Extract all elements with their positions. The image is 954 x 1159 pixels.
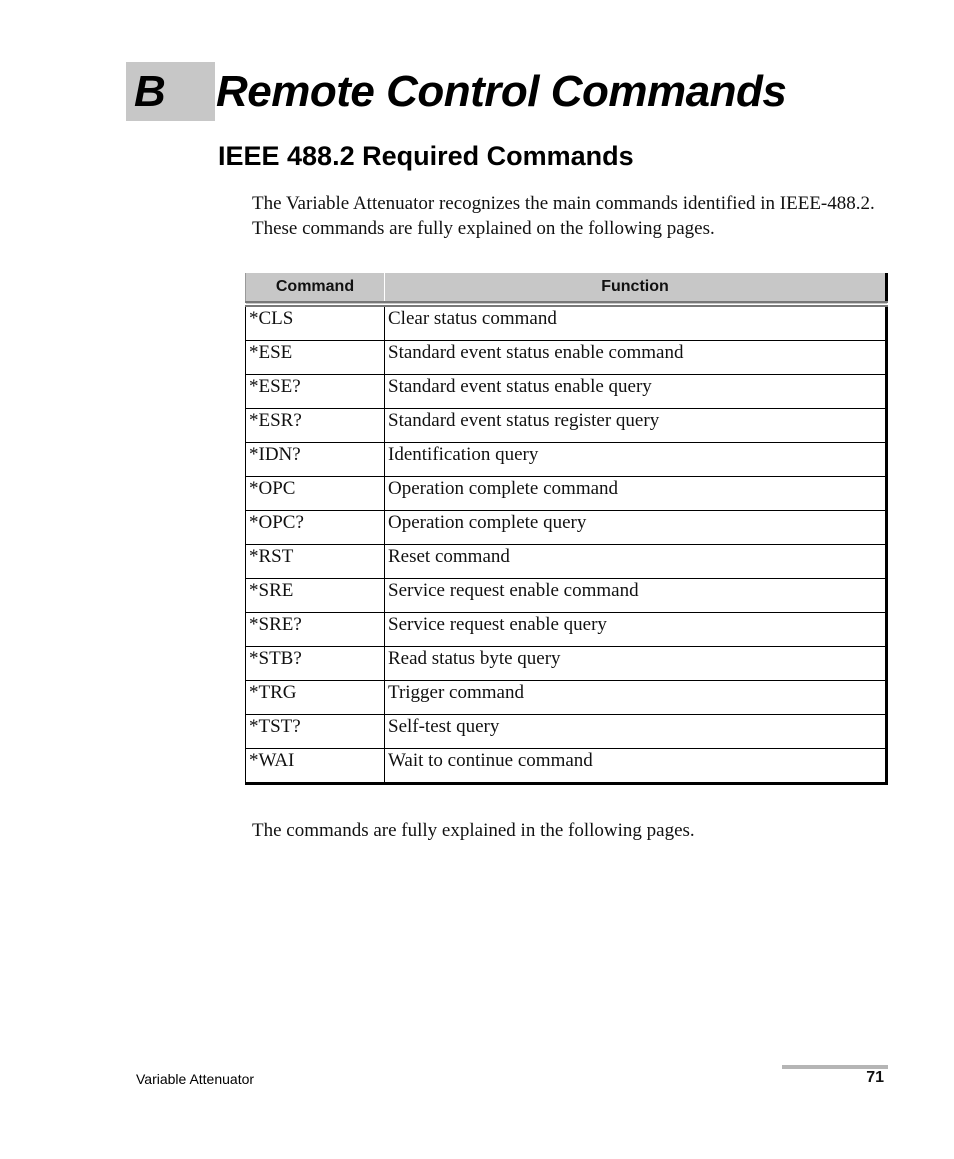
table-row bbox=[246, 749, 887, 784]
table-row bbox=[246, 511, 887, 545]
table-row bbox=[246, 579, 887, 613]
table-row bbox=[246, 715, 887, 749]
function-cell: Service request enable query bbox=[385, 613, 887, 647]
table-row bbox=[246, 545, 887, 579]
table-row bbox=[246, 341, 887, 375]
command-cell: *TRG bbox=[246, 681, 385, 715]
table-row bbox=[246, 647, 887, 681]
command-cell: *STB? bbox=[246, 647, 385, 681]
footer-page-number: 71 bbox=[866, 1069, 884, 1086]
function-cell: Standard event status enable command bbox=[385, 341, 887, 375]
table-row bbox=[246, 304, 887, 341]
footer-product-name: Variable Attenuator bbox=[136, 1071, 255, 1087]
intro-paragraph: The Variable Attenuator recognizes the main commands identified in IEEE-488.2. These commands are fully explained on the following pages. bbox=[252, 193, 875, 239]
chapter-letter: B bbox=[134, 67, 166, 116]
function-cell: Wait to continue command bbox=[385, 749, 887, 784]
command-cell: *CLS bbox=[246, 304, 385, 341]
function-cell: Operation complete query bbox=[385, 511, 887, 545]
command-cell: *RST bbox=[246, 545, 385, 579]
table-row bbox=[246, 375, 887, 409]
command-cell: *ESE bbox=[246, 341, 385, 375]
function-cell: Read status byte query bbox=[385, 647, 887, 681]
command-cell: *WAI bbox=[246, 749, 385, 784]
function-cell: Standard event status enable query bbox=[385, 375, 887, 409]
command-cell: *ESR? bbox=[246, 409, 385, 443]
function-cell: Service request enable command bbox=[385, 579, 887, 613]
command-cell: *ESE? bbox=[246, 375, 385, 409]
commands-table bbox=[245, 273, 888, 785]
commands-table-body bbox=[246, 304, 887, 784]
command-cell: *TST? bbox=[246, 715, 385, 749]
function-cell: Self-test query bbox=[385, 715, 887, 749]
function-cell: Clear status command bbox=[385, 304, 887, 341]
command-cell: *SRE? bbox=[246, 613, 385, 647]
table-header-row bbox=[246, 273, 887, 304]
command-cell: *OPC? bbox=[246, 511, 385, 545]
chapter-title: Remote Control Commands bbox=[216, 67, 787, 116]
closing-paragraph: The commands are fully explained in the following pages. bbox=[252, 820, 695, 841]
function-cell: Identification query bbox=[385, 443, 887, 477]
table-row bbox=[246, 681, 887, 715]
table-row bbox=[246, 409, 887, 443]
function-cell: Standard event status register query bbox=[385, 409, 887, 443]
command-cell: *OPC bbox=[246, 477, 385, 511]
table-row bbox=[246, 443, 887, 477]
command-cell: *SRE bbox=[246, 579, 385, 613]
function-cell: Trigger command bbox=[385, 681, 887, 715]
section-title: IEEE 488.2 Required Commands bbox=[218, 141, 634, 171]
command-cell: *IDN? bbox=[246, 443, 385, 477]
function-cell: Reset command bbox=[385, 545, 887, 579]
column-header-command: Command bbox=[246, 273, 385, 304]
column-header-function: Function bbox=[385, 273, 887, 304]
table-row bbox=[246, 477, 887, 511]
table-row bbox=[246, 613, 887, 647]
function-cell: Operation complete command bbox=[385, 477, 887, 511]
